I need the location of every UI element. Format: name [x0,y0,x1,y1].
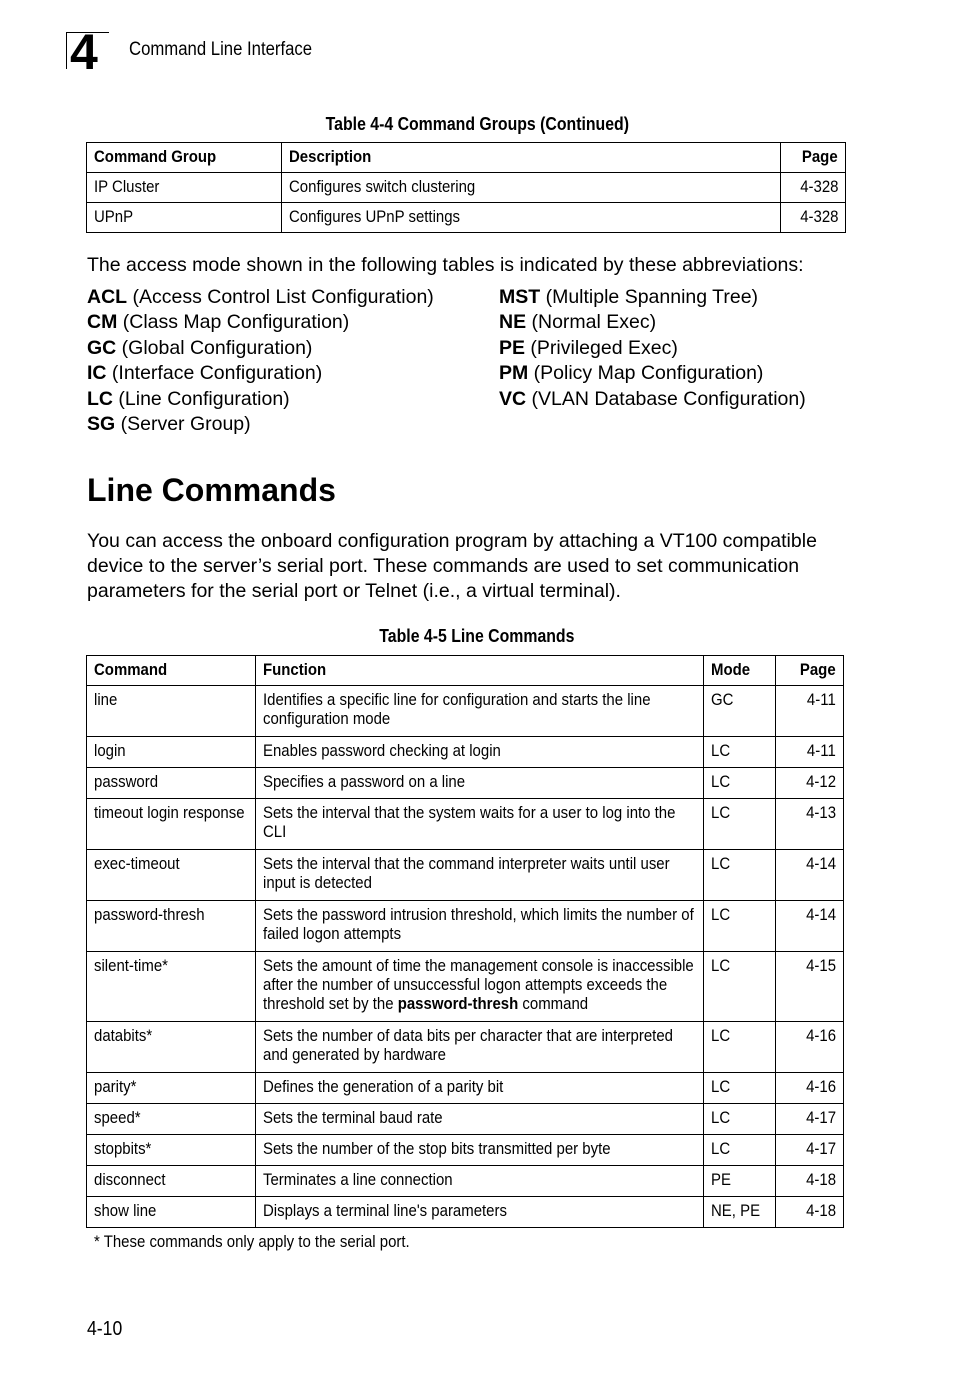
command-page: 4-16 [806,1077,836,1096]
command-mode: LC [711,956,731,975]
command-name: speed* [94,1108,141,1127]
column-header: Mode [704,656,776,686]
table-cell [87,901,256,952]
table-cell [704,1104,776,1135]
command-mode: LC [711,1077,731,1096]
table-row [87,901,844,952]
command-name: silent-time* [94,956,169,975]
chapter-number: 4 [70,24,97,80]
command-mode: LC [711,772,731,791]
command-name: line [94,690,118,709]
table-cell [87,1022,256,1073]
table-cell [704,1073,776,1104]
table-cell [776,1197,844,1228]
table-cell [87,1166,256,1197]
table-cell [776,952,844,1022]
table-cell [87,1073,256,1104]
command-function: Specifies a password on a line [262,772,465,791]
command-mode: LC [711,741,731,760]
command-mode: LC [711,1139,731,1158]
table-cell [776,1022,844,1073]
table-cell [87,1197,256,1228]
table-row [87,686,844,737]
table-cell [255,901,703,952]
abbreviation-item: GC (Global Configuration) [87,336,313,359]
table-cell [704,1022,776,1073]
table-cell [776,737,844,768]
table-cell [776,1073,844,1104]
command-function: Sets the interval that the command interpreter waits until user input is detected [262,854,670,892]
access-mode-intro: The access mode shown in the following tables is indicated by these abbreviations: [87,254,804,276]
command-name: exec-timeout [94,854,180,873]
table-cell [776,850,844,901]
command-function: Sets the number of data bits per character that are interpreted and generated by hardware [262,1026,673,1064]
table-cell [776,768,844,799]
command-function: Displays a terminal line's parameters [262,1201,507,1220]
command-name: timeout login response [94,803,245,822]
command-name: databits* [94,1026,153,1045]
table-cell [776,1135,844,1166]
table-row [87,737,844,768]
abbreviation-item: VC (VLAN Database Configuration) [499,387,806,410]
command-page: 4-15 [806,956,836,975]
command-mode: PE [711,1170,731,1189]
table-header-row [87,656,844,686]
abbreviation-item: SG (Server Group) [87,413,251,436]
command-page: 4-17 [806,1108,836,1127]
table-cell [87,850,256,901]
table-cell [776,1104,844,1135]
table-cell: 4-328 [781,203,846,233]
table-cell [87,952,256,1022]
command-function: Sets the terminal baud rate [262,1108,443,1127]
table-cell [776,1166,844,1197]
column-header: Description [281,143,780,173]
table-cell [255,768,703,799]
abbreviation-item: PM (Policy Map Configuration) [499,362,764,385]
table-cell [776,799,844,850]
table-cell [255,1197,703,1228]
column-header: Command Group [87,143,282,173]
table-4-4-caption: Table 4-4 Command Groups (Continued) [325,114,629,134]
command-function: Sets the interval that the system waits for a user to log into the CLI [262,803,676,841]
table-cell [704,952,776,1022]
command-name: parity* [94,1077,137,1096]
command-function: Defines the generation of a parity bit [262,1077,504,1096]
table-cell [704,799,776,850]
table-cell [87,737,256,768]
table-footnote: * These commands only apply to the serial port. [94,1232,410,1251]
table-cell [255,799,703,850]
table-cell [255,737,703,768]
table-cell [255,1166,703,1197]
table-cell: Configures UPnP settings [281,203,780,233]
table-row [87,203,846,233]
abbreviation-item: IC (Interface Configuration) [87,362,323,385]
table-cell: UPnP [87,203,282,233]
table-cell [704,1166,776,1197]
command-name: password [94,772,159,791]
command-page: 4-16 [806,1026,836,1045]
command-page: 4-17 [806,1139,836,1158]
column-header: Command [87,656,256,686]
abbreviation-list-left [87,285,434,437]
section-intro: You can access the onboard configuration program by attaching a VT100 compatible device to the server’s serial port. These commands are used to set communication parameters for the serial port or Telnet (i.e., a virtual terminal). [87,530,817,602]
command-function: Terminates a line connection [262,1170,453,1189]
table-cell [87,768,256,799]
table-cell [704,850,776,901]
abbreviation-item: PE (Privileged Exec) [499,336,678,359]
table-row [87,768,844,799]
command-function: Sets the number of the stop bits transmitted per byte [262,1139,611,1158]
running-header-title: Command Line Interface [129,39,313,60]
table-cell [255,1022,703,1073]
command-function: Sets the password intrusion threshold, which limits the number of failed logon attempts [262,905,694,943]
command-mode: LC [711,854,731,873]
command-mode: NE, PE [711,1201,761,1220]
command-page: 4-12 [806,772,836,791]
table-row [87,1166,844,1197]
command-mode: GC [711,690,734,709]
command-name: password-thresh [94,905,205,924]
table-row [87,850,844,901]
table-cell [776,901,844,952]
command-mode: LC [711,1026,731,1045]
command-mode: LC [711,1108,731,1127]
command-name: login [94,741,126,760]
command-name: show line [94,1201,157,1220]
table-cell: IP Cluster [87,173,282,203]
command-function: Enables password checking at login [262,741,501,760]
command-page: 4-14 [806,854,836,873]
line-commands-table [86,655,844,1228]
table-cell [704,686,776,737]
abbreviation-item: CM (Class Map Configuration) [87,311,350,334]
table-cell [255,952,703,1022]
table-cell [255,1135,703,1166]
page-number: 4-10 [87,1318,123,1340]
table-row [87,1135,844,1166]
table-cell [255,850,703,901]
command-groups-table [86,142,846,233]
table-row [87,799,844,850]
table-cell [87,1104,256,1135]
table-4-5-caption: Table 4-5 Line Commands [379,626,575,646]
command-page: 4-11 [807,741,836,760]
table-cell [704,1135,776,1166]
table-cell [87,799,256,850]
column-header: Page [781,143,846,173]
column-header: Function [255,656,703,686]
command-name: disconnect [94,1170,166,1189]
command-page: 4-14 [806,905,836,924]
table-header-row [87,143,846,173]
table-row [87,173,846,203]
table-row [87,1197,844,1228]
command-page: 4-18 [806,1170,836,1189]
command-mode: LC [711,803,731,822]
table-cell [776,686,844,737]
abbreviation-item: ACL (Access Control List Configuration) [87,286,434,308]
command-page: 4-11 [807,690,836,709]
abbreviation-item: MST (Multiple Spanning Tree) [499,286,759,308]
command-mode: LC [711,905,731,924]
section-title: Line Commands [87,472,336,508]
table-cell [87,686,256,737]
table-cell: 4-328 [781,173,846,203]
table-cell [255,686,703,737]
table-cell [704,768,776,799]
table-cell [255,1073,703,1104]
command-function: Sets the amount of time the management console is inaccessible after the number of unsuccessful logon attempts exceeds the threshold set by the password-thresh command [262,956,694,1013]
command-page: 4-18 [806,1201,836,1220]
table-cell [255,1104,703,1135]
table-row [87,1104,844,1135]
command-name: stopbits* [94,1139,152,1158]
command-page: 4-13 [806,803,836,822]
abbreviation-item: LC (Line Configuration) [87,387,290,410]
command-function: Identifies a specific line for configuration and starts the line configuration mode [262,690,651,728]
table-row [87,952,844,1022]
table-cell: Configures switch clustering [281,173,780,203]
table-row [87,1073,844,1104]
abbreviation-list-right [499,285,806,412]
table-cell [87,1135,256,1166]
table-row [87,1022,844,1073]
table-cell [704,901,776,952]
abbreviation-item: NE (Normal Exec) [499,311,657,334]
table-cell [704,737,776,768]
column-header: Page [776,656,844,686]
table-cell [704,1197,776,1228]
